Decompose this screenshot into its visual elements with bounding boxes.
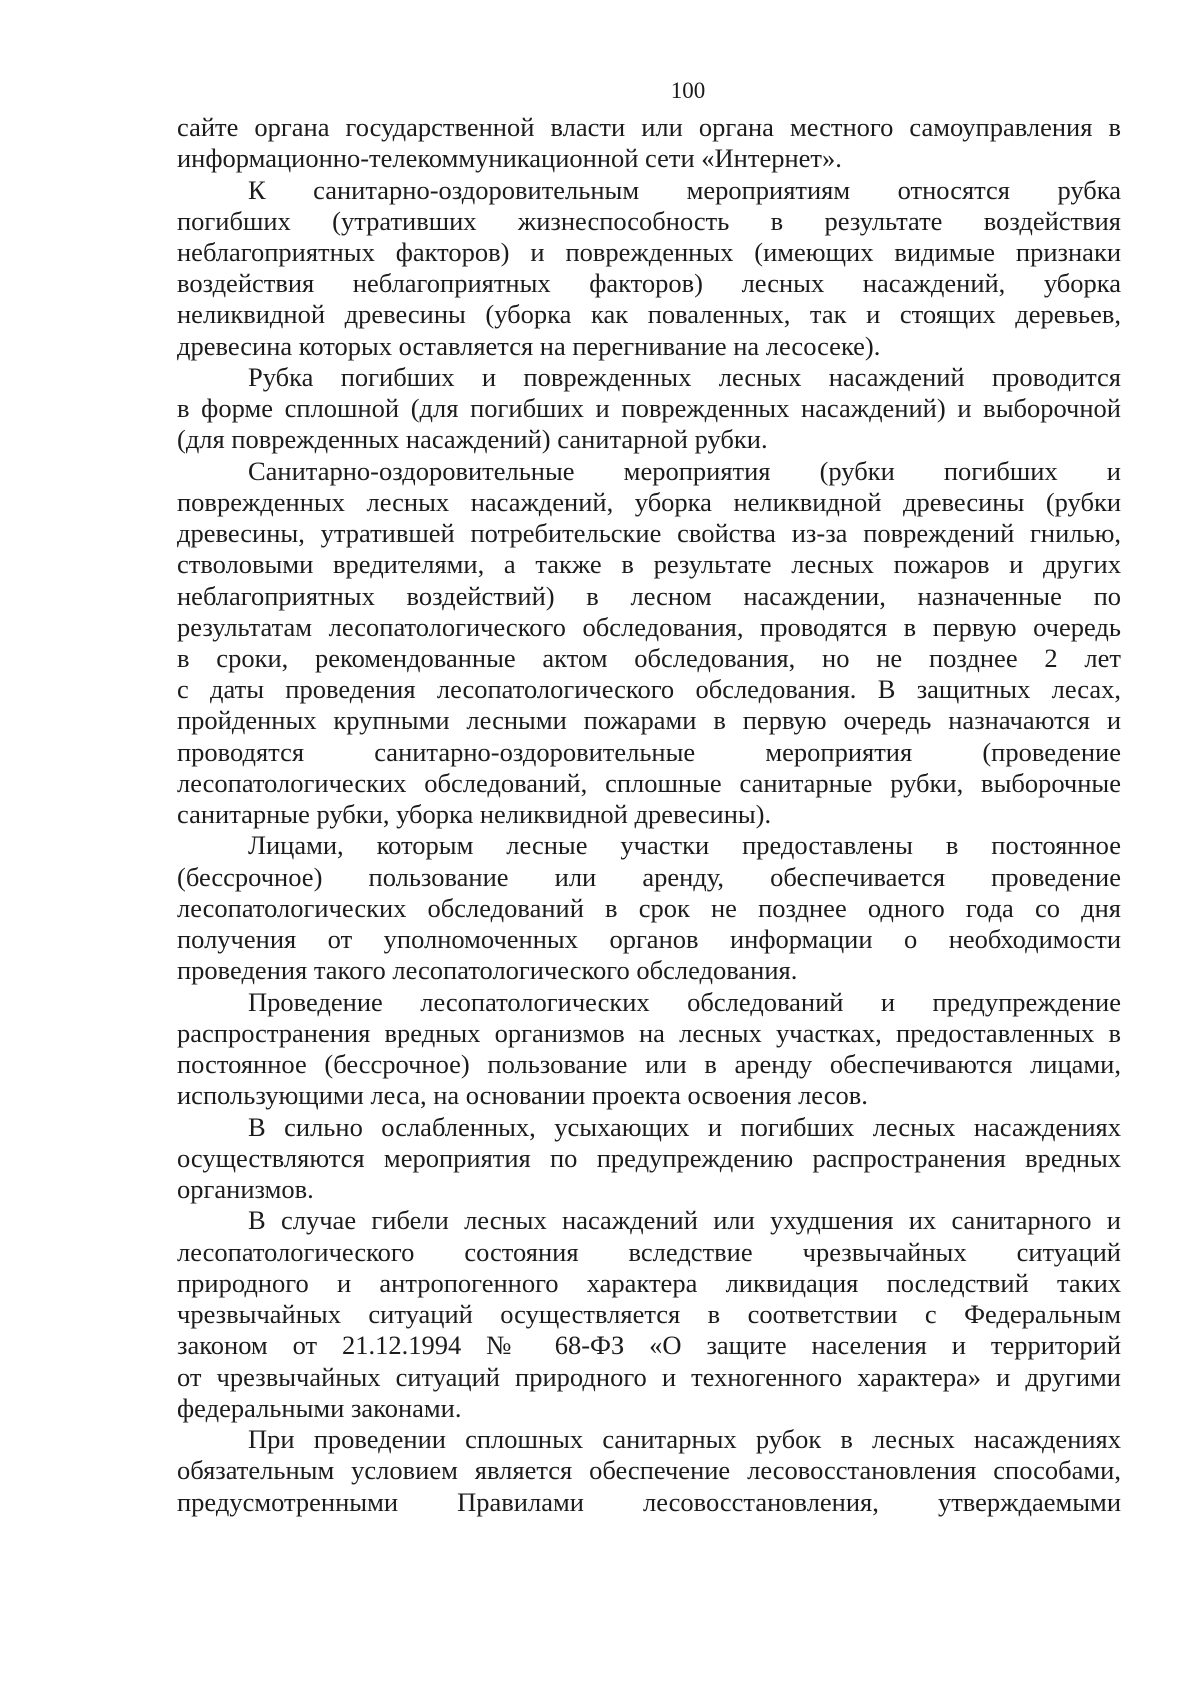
text-line: лесопатологических обследований, сплошные санитарные рубки, выборочные: [177, 768, 1121, 798]
text-line: результатам лесопатологического обследования, проводятся в первую очередь: [177, 612, 1121, 642]
text-line: санитарные рубки, уборка неликвидной древесины).: [177, 799, 772, 829]
text-line: В случае гибели лесных насаждений или ухудшения их санитарного и: [248, 1205, 1121, 1235]
text-line: законом от 21.12.1994 № 68-ФЗ «О защите населения и территорий: [177, 1330, 1121, 1360]
text-line: распространения вредных организмов на лесных участках, предоставленных в: [177, 1018, 1121, 1048]
text-line: поврежденных лесных насаждений, уборка неликвидной древесины (рубки: [177, 487, 1121, 517]
text-line: сайте органа государственной власти или органа местного самоуправления в: [177, 112, 1121, 142]
text-line: организмов.: [177, 1174, 314, 1204]
text-line: К санитарно-оздоровительным мероприятиям относятся рубка: [248, 175, 1121, 205]
text-line: постоянное (бессрочное) пользование или в аренду обеспечиваются лицами,: [177, 1049, 1121, 1079]
text-line: Рубка погибших и поврежденных лесных насаждений проводится: [248, 362, 1121, 392]
text-line: Проведение лесопатологических обследований и предупреждение: [248, 987, 1121, 1017]
text-line: Лицами, которым лесные участки предоставлены в постоянное: [248, 830, 1121, 860]
text-line: чрезвычайных ситуаций осуществляется в соответствии с Федеральным: [177, 1299, 1121, 1329]
text-line: предусмотренными Правилами лесовосстановления, утверждаемыми: [177, 1487, 1121, 1517]
text-line: стволовыми вредителями, а также в результате лесных пожаров и других: [177, 549, 1121, 579]
text-line: неликвидной древесины (уборка как поваленных, так и стоящих деревьев,: [177, 299, 1121, 329]
text-line: в сроки, рекомендованные актом обследования, но не позднее 2 лет: [177, 643, 1121, 673]
text-line: неблагоприятных воздействий) в лесном насаждении, назначенные по: [177, 581, 1121, 611]
text-line: (бессрочное) пользование или аренду, обеспечивается проведение: [177, 862, 1121, 892]
text-line: погибших (утративших жизнеспособность в результате воздействия: [177, 206, 1121, 236]
text-line: В сильно ослабленных, усыхающих и погибших лесных насаждениях: [248, 1112, 1121, 1142]
text-line: в форме сплошной (для погибших и поврежденных насаждений) и выборочной: [177, 393, 1121, 423]
text-line: древесины, утратившей потребительские свойства из-за повреждений гнилью,: [177, 518, 1121, 548]
text-line: природного и антропогенного характера ликвидация последствий таких: [177, 1268, 1121, 1298]
text-line: Санитарно-оздоровительные мероприятия (рубки погибших и: [248, 456, 1121, 486]
text-line: информационно-телекоммуникационной сети «Интернет».: [177, 143, 842, 173]
text-line: воздействия неблагоприятных факторов) лесных насаждений, уборка: [177, 268, 1121, 298]
text-line: с даты проведения лесопатологического обследования. В защитных лесах,: [177, 674, 1121, 704]
text-line: неблагоприятных факторов) и поврежденных (имеющих видимые признаки: [177, 237, 1121, 267]
text-line: проводятся санитарно-оздоровительные мероприятия (проведение: [177, 737, 1121, 767]
text-line: осуществляются мероприятия по предупреждению распространения вредных: [177, 1143, 1121, 1173]
text-line: лесопатологического состояния вследствие чрезвычайных ситуаций: [177, 1237, 1121, 1267]
text-line: получения от уполномоченных органов информации о необходимости: [177, 924, 1121, 954]
text-line: проведения такого лесопатологического обследования.: [177, 955, 798, 985]
text-line: (для поврежденных насаждений) санитарной рубки.: [177, 424, 768, 454]
text-line: При проведении сплошных санитарных рубок в лесных насаждениях: [248, 1424, 1121, 1454]
text-line: от чрезвычайных ситуаций природного и техногенного характера» и другими: [177, 1362, 1121, 1392]
text-line: использующими леса, на основании проекта освоения лесов.: [177, 1080, 868, 1110]
page-number: 100: [670, 78, 706, 103]
text-line: древесина которых оставляется на перегнивание на лесосеке).: [177, 331, 881, 361]
text-line: обязательным условием является обеспечение лесовосстановления способами,: [177, 1455, 1121, 1485]
text-line: федеральными законами.: [177, 1393, 462, 1423]
text-line: лесопатологических обследований в срок не позднее одного года со дня: [177, 893, 1121, 923]
text-line: пройденных крупными лесными пожарами в первую очередь назначаются и: [177, 705, 1121, 735]
